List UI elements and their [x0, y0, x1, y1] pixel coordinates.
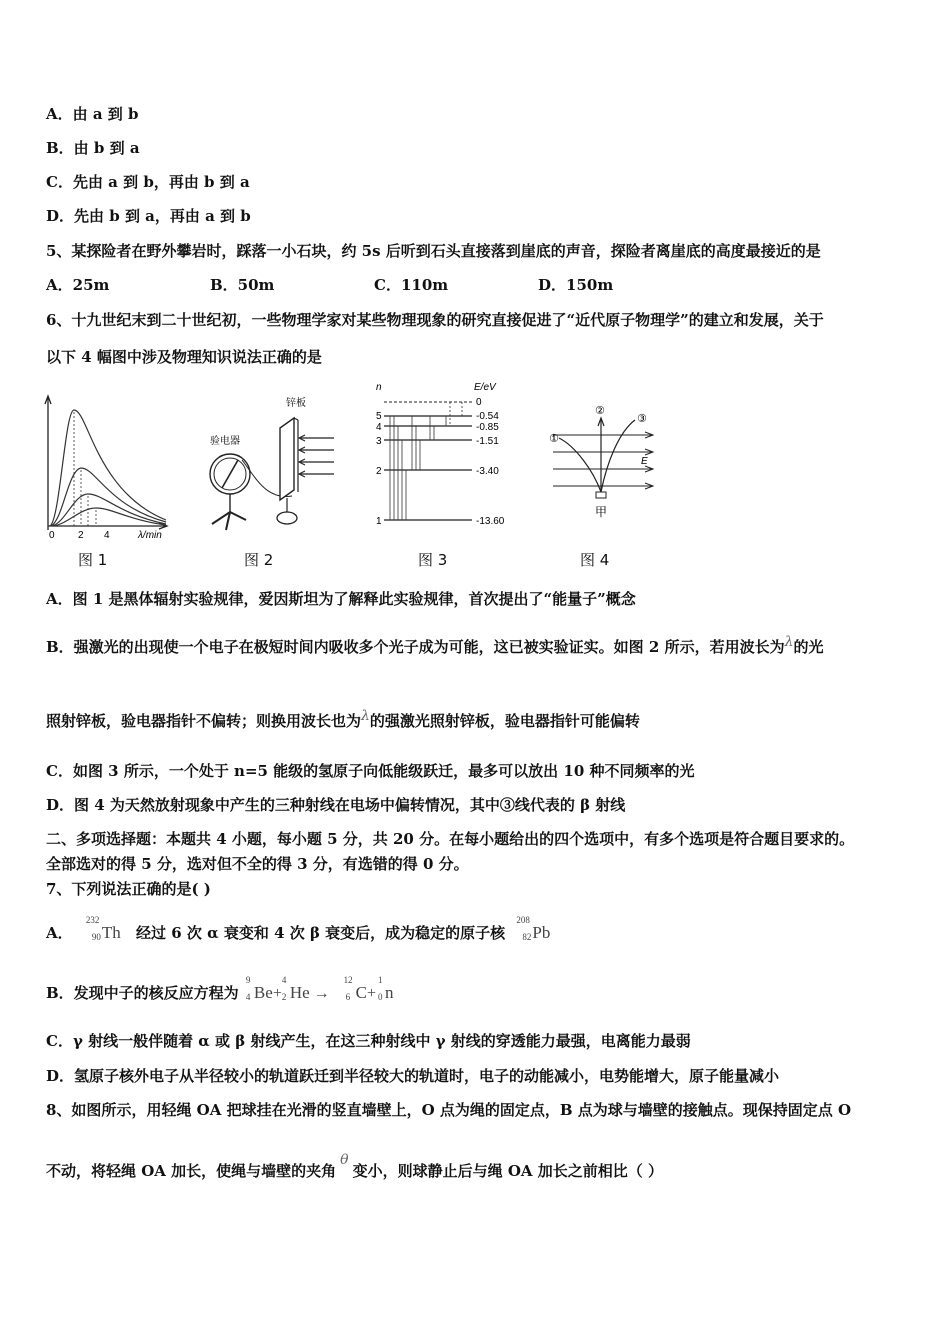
q8-stem-text2: 变小，则球静止后与绳 OA 加长之前相比（ ）: [352, 1162, 663, 1180]
fig1-tick-2: 2: [78, 530, 84, 540]
q6-option-b-text4: 的强激光照射锌板，验电器指针可能偏转: [369, 712, 640, 730]
he-mass: 4: [281, 975, 287, 985]
n-symbol: n: [385, 983, 394, 1002]
fig4-ray3-label: ③: [637, 413, 647, 425]
fig3-e1: -13.60: [476, 516, 505, 527]
plus-sign: +: [367, 985, 377, 1002]
q4-option-d: D．先由 b 到 a，再由 a 到 b: [46, 207, 251, 225]
fig3-n-label: n: [376, 382, 382, 393]
be-symbol: Be: [253, 983, 273, 1002]
he-symbol: He: [289, 983, 310, 1002]
fig2-caption: 图 2: [244, 551, 274, 569]
he-nuclide: [281, 975, 310, 1003]
q5-options: [46, 274, 613, 295]
th-mass-number: 232: [85, 915, 100, 925]
plus-sign: +: [272, 985, 282, 1002]
fig2-plate-label: 锌板: [286, 398, 306, 409]
be-mass: 9: [245, 975, 251, 985]
q7-option-a-prefix: A．: [46, 924, 73, 942]
fig4-source-label: 甲: [595, 505, 608, 519]
be-charge: 4: [245, 992, 251, 1002]
c-symbol: C: [355, 983, 368, 1002]
theta-symbol: θ: [340, 1152, 349, 1168]
q8-stem-line2: [46, 1152, 663, 1181]
fig4-field-label: E: [641, 456, 648, 467]
be-nuclide: [245, 975, 273, 1003]
th-symbol: Th: [101, 923, 121, 942]
section2-heading-line2: 全部选对的得 5 分，选对但不全的得 3 分，有选错的得 0 分。: [46, 855, 469, 873]
lambda-symbol: λ: [361, 708, 370, 724]
fig4-caption: 图 4: [580, 551, 610, 569]
fig1-axis-label: λ/min: [138, 530, 162, 540]
pb-atomic-number: 82: [522, 932, 532, 942]
fig4-ray2-label: ②: [595, 405, 605, 417]
q7-option-d: D．氢原子核外电子从半径较小的轨道跃迁到半径较大的轨道时，电子的动能减小，电势能增大，原子能量减小: [46, 1067, 780, 1085]
q6-option-b-text2: 的光: [793, 638, 824, 656]
pb-mass-number: 208: [516, 915, 530, 925]
q5-option-b: B．50m: [210, 276, 275, 294]
th-atomic-number: 90: [91, 932, 101, 942]
n-charge: 0: [378, 992, 383, 1002]
fig3-e-label: E/eV: [474, 382, 496, 393]
c-nuclide: [343, 975, 368, 1003]
fig4-ray1-label: ①: [549, 433, 559, 445]
fig1-tick-0: 0: [49, 530, 55, 540]
q6-option-b-text3: 照射锌板，验电器指针不偏转；则换用波长也为: [46, 712, 362, 730]
pb-symbol: Pb: [532, 923, 551, 942]
q6-option-c: C．如图 3 所示，一个处于 n=5 能级的氢原子向低能级跃迁，最多可以放出 10 种不同频率的光: [46, 762, 695, 780]
q6-stem-line1: 6、十九世纪末到二十世纪初，一些物理学家对某些物理现象的研究直接促进了“近代原子物理学”的建立和发展，关于: [46, 311, 824, 329]
q7-option-b: [46, 975, 394, 1003]
lambda-symbol: λ: [784, 634, 794, 650]
fig3-e5: -0.54: [476, 411, 499, 422]
thorium-nuclide: [85, 915, 121, 943]
q6-stem-line2: 以下 4 幅图中涉及物理知识说法正确的是: [46, 348, 322, 366]
figure-3-energy-levels: [370, 380, 530, 540]
fig3-n1: 1: [376, 516, 382, 527]
q6-option-b-line1: [46, 636, 823, 657]
q4-option-b: B．由 b 到 a: [46, 139, 140, 157]
fig3-e-inf: 0: [476, 397, 482, 408]
figure-2-zinc-plate: [200, 380, 335, 540]
c-mass: 12: [343, 975, 353, 985]
q7-option-a: [46, 915, 551, 943]
q7-option-a-text: 经过 6 次 α 衰变和 4 次 β 衰变后，成为稳定的原子核: [136, 924, 506, 942]
fig3-e3: -1.51: [476, 436, 499, 447]
q7-option-b-prefix: B．发现中子的核反应方程为: [46, 984, 239, 1002]
section2-heading-line1: 二、多项选择题：本题共 4 小题，每小题 5 分，共 20 分。在每小题给出的四个选项中，有多个选项是符合题目要求的。: [46, 830, 855, 848]
fig1-tick-4: 4: [104, 530, 110, 540]
figure-4-radiation-deflection: [545, 380, 665, 540]
fig3-n3: 3: [376, 436, 382, 447]
he-charge: 2: [281, 992, 287, 1002]
q8-stem-line1: 8、如图所示，用轻绳 OA 把球挂在光滑的竖直墙壁上，O 点为绳的固定点，B 点为球与墙壁的接触点。现保持固定点 O: [46, 1101, 852, 1119]
q4-option-a: A．由 a 到 b: [46, 105, 139, 123]
q4-option-c: C．先由 a 到 b，再由 b 到 a: [46, 173, 250, 191]
q5-option-c: C．110m: [374, 276, 449, 294]
fig2-electroscope-label: 验电器: [210, 436, 240, 447]
fig3-e2: -3.40: [476, 466, 499, 477]
n-nuclide: [376, 975, 394, 1003]
q6-option-a: A．图 1 是黑体辐射实验规律，爱因斯坦为了解释此实验规律，首次提出了“能量子”概念: [46, 590, 636, 608]
fig3-n2: 2: [376, 466, 382, 477]
q5-option-d: D．150m: [538, 276, 614, 294]
fig3-n5: 5: [376, 411, 382, 422]
q5-stem: 5、某探险者在野外攀岩时，踩落一小石块，约 5s 后听到石头直接落到崖底的声音，探险者离崖底的高度最接近的是: [46, 242, 821, 260]
arrow-icon: →: [313, 985, 330, 1002]
lead-nuclide: [516, 915, 551, 943]
c-charge: 6: [345, 992, 351, 1002]
q7-stem: 7、下列说法正确的是( ): [46, 880, 211, 898]
fig3-e4: -0.85: [476, 422, 499, 433]
n-mass: 1: [378, 975, 383, 985]
q7-option-c: C．γ 射线一般伴随着 α 或 β 射线产生，在这三种射线中 γ 射线的穿透能力最强，电离能力最弱: [46, 1032, 691, 1050]
q5-option-a: A．25m: [46, 276, 110, 294]
q6-option-b-text1: B．强激光的出现使一个电子在极短时间内吸收多个光子成为可能，这已被实验证实。如图 2 所示，若用波长为: [46, 638, 785, 656]
fig3-n4: 4: [376, 422, 382, 433]
q6-option-b-line2: [46, 710, 640, 731]
fig3-caption: 图 3: [418, 551, 448, 569]
q8-stem-text1: 不动，将轻绳 OA 加长，使绳与墙壁的夹角: [46, 1162, 337, 1180]
figure-1-blackbody: [38, 380, 178, 540]
q6-option-d: D．图 4 为天然放射现象中产生的三种射线在电场中偏转情况，其中③线代表的 β 射线: [46, 796, 626, 814]
fig1-caption: 图 1: [78, 551, 108, 569]
